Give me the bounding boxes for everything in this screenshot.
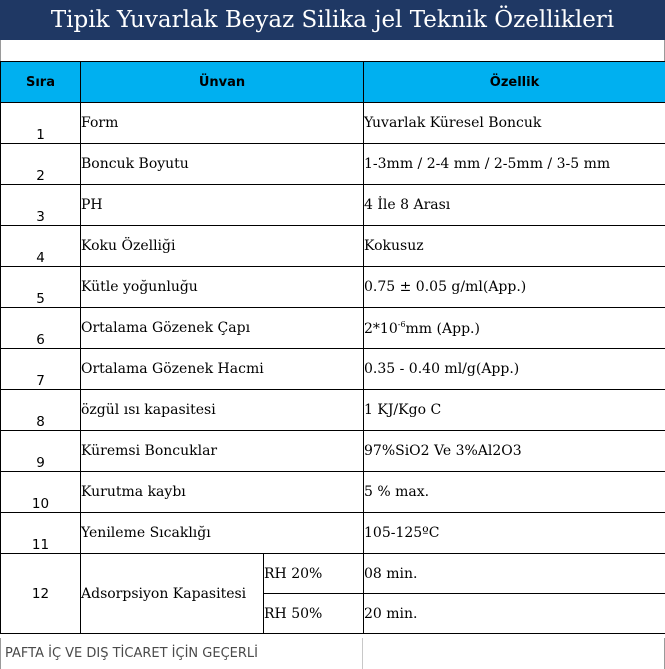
row-value: 97%SiO2 Ve 3%Al2O3 — [364, 431, 665, 472]
row-name: Ortalama Gözenek Çapı — [81, 308, 364, 349]
value-unit: mm (App.) — [405, 320, 480, 337]
row-value: Yuvarlak Küresel Boncuk — [364, 103, 665, 144]
table-row — [1, 308, 665, 349]
row-name: Kütle yoğunluğu — [81, 267, 364, 308]
row-number: 8 — [1, 390, 81, 431]
rh-label: RH 20% — [264, 554, 364, 594]
row-name: Kurutma kaybı — [81, 472, 364, 513]
row-name: özgül ısı kapasitesi — [81, 390, 364, 431]
table-row — [1, 513, 665, 554]
row-number: 7 — [1, 349, 81, 390]
row-number: 10 — [1, 472, 81, 513]
row-value: 0.35 - 0.40 ml/g(App.) — [364, 349, 665, 390]
row-number: 1 — [1, 103, 81, 144]
value-exponent: -6 — [397, 319, 406, 329]
row-value: 1 KJ/Kgo C — [364, 390, 665, 431]
row-value: 08 min. — [364, 554, 665, 594]
header-ozellik: Özellik — [364, 62, 665, 103]
table-row — [1, 431, 665, 472]
table-row — [1, 103, 665, 144]
row-value: 1-3mm / 2-4 mm / 2-5mm / 3-5 mm — [364, 144, 665, 185]
row-number: 12 — [1, 554, 81, 634]
row-name: Form — [81, 103, 364, 144]
row-number: 2 — [1, 144, 81, 185]
row-name: Adsorpsiyon Kapasitesi — [81, 554, 264, 634]
table-row — [1, 349, 665, 390]
table-row — [1, 472, 665, 513]
row-number: 3 — [1, 185, 81, 226]
row-number: 5 — [1, 267, 81, 308]
row-value: Kokusuz — [364, 226, 665, 267]
row-name: Boncuk Boyutu — [81, 144, 364, 185]
row-value: 5 % max. — [364, 472, 665, 513]
row-value: 105-125ºC — [364, 513, 665, 554]
row-name: Küremsi Boncuklar — [81, 431, 364, 472]
row-value: 20 min. — [364, 594, 665, 634]
table-row — [1, 267, 665, 308]
table-header-row — [1, 62, 665, 103]
footer-empty-cell — [362, 638, 665, 669]
value-base: 2*10 — [364, 320, 398, 337]
rh-label: RH 50% — [264, 594, 364, 634]
spacer-row — [0, 40, 665, 61]
table-row — [1, 185, 665, 226]
table-row — [1, 144, 665, 185]
table-row — [1, 226, 665, 267]
row-number: 6 — [1, 308, 81, 349]
spec-table — [0, 61, 665, 634]
header-sira: Sıra — [1, 62, 81, 103]
row-number: 11 — [1, 513, 81, 554]
row-number: 4 — [1, 226, 81, 267]
row-name: Ortalama Gözenek Hacmi — [81, 349, 364, 390]
row-name: Yenileme Sıcaklığı — [81, 513, 364, 554]
table-row-adsorption — [1, 554, 665, 594]
header-unvan: Ünvan — [81, 62, 364, 103]
row-value: 0.75 ± 0.05 g/ml(App.) — [364, 267, 665, 308]
row-name: Koku Özelliği — [81, 226, 364, 267]
footer-row — [0, 638, 665, 669]
row-name: PH — [81, 185, 364, 226]
row-value: 4 İle 8 Arası — [364, 185, 665, 226]
page-title: Tipik Yuvarlak Beyaz Silika jel Teknik Özellikleri — [0, 0, 665, 40]
table-row — [1, 390, 665, 431]
row-number: 9 — [1, 431, 81, 472]
footer-note: PAFTA İÇ VE DIŞ TİCARET İÇİN GEÇERLİ — [0, 638, 363, 669]
row-value — [364, 308, 665, 349]
